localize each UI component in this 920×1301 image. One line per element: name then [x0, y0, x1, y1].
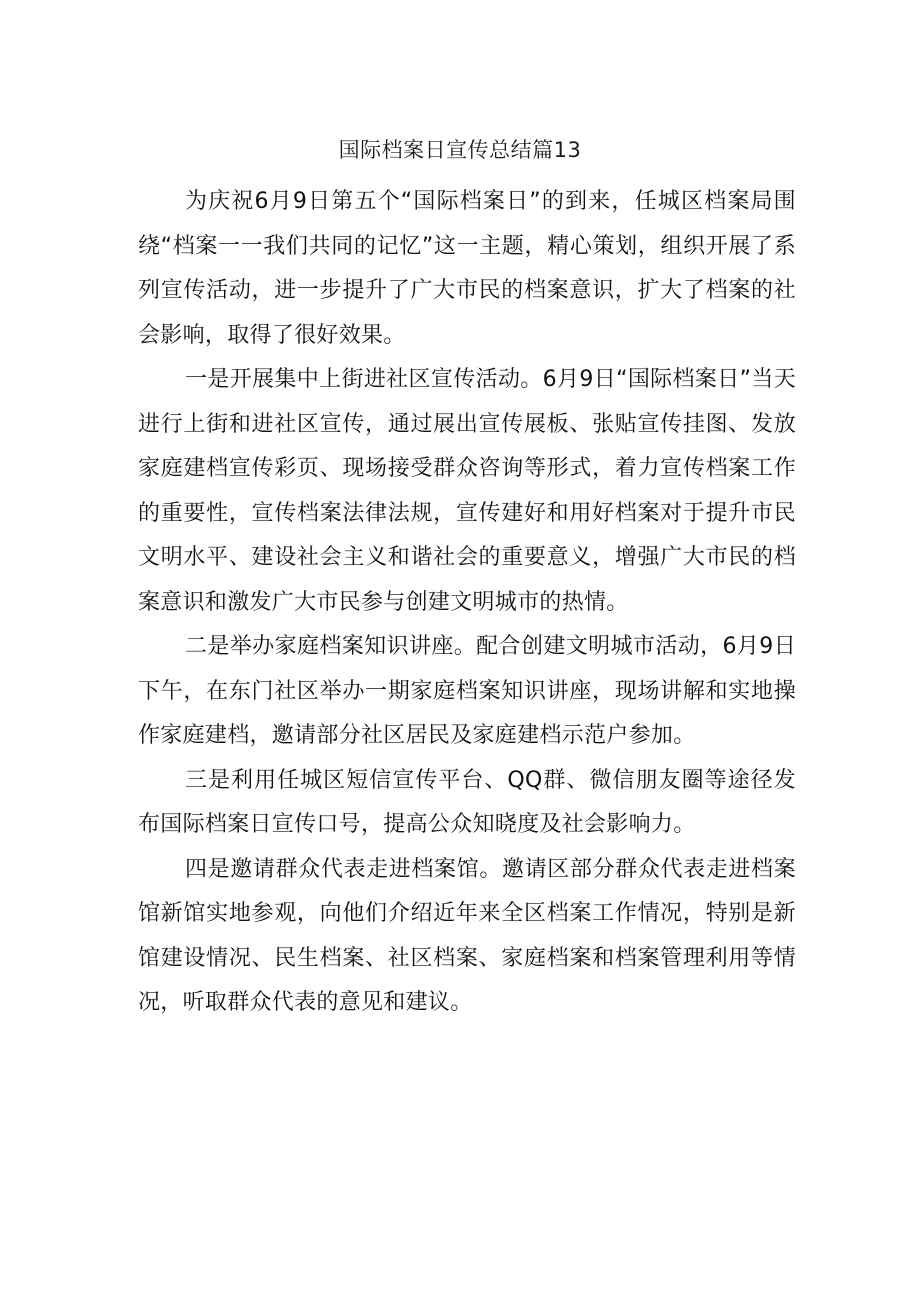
paragraph-street-campaign: 一是开展集中上街进社区宣传活动。6月9日“国际档案日”当天进行上街和进社区宣传，通过展出宣传展板、张贴宣传挂图、发放家庭建档宣传彩页、现场接受群众咨询等形式，着力宣传档案工作的重要性，宣传档案法律法规，宣传建好和用好档案对于提升市民文明水平、建设社会主义和谐社会的重要意义，增强广大市民的档案意识和激发广大市民参与创建文明城市的热情。: [138, 367, 796, 615]
document-body: [138, 180, 796, 1026]
document-title: 国际档案日宣传总结篇13: [338, 138, 582, 162]
paragraph-sms-platform: 三是利用任城区短信宣传平台、QQ群、微信朋友圈等途径发布国际档案日宣传口号，提高公众知晓度及社会影响力。: [138, 767, 796, 837]
paragraph-intro: 为庆祝6月9日第五个“国际档案日”的到来，任城区档案局围绕“档案一一我们共同的记忆”这一主题，精心策划，组织开展了系列宣传活动，进一步提升了广大市民的档案意识，扩大了档案的社会影响，取得了很好效果。: [138, 189, 796, 348]
paragraph-family-lecture: 二是举办家庭档案知识讲座。配合创建文明城市活动，6月9日下午，在东门社区举办一期家庭档案知识讲座，现场讲解和实地操作家庭建档，邀请部分社区居民及家庭建档示范户参加。: [138, 634, 796, 748]
paragraph-archive-visit: 四是邀请群众代表走进档案馆。邀请区部分群众代表走进档案馆新馆实地参观，向他们介绍近年来全区档案工作情况，特别是新馆建设情况、民生档案、社区档案、家庭档案和档案管理利用等情况，听取群众代表的意见和建议。: [138, 856, 796, 1015]
